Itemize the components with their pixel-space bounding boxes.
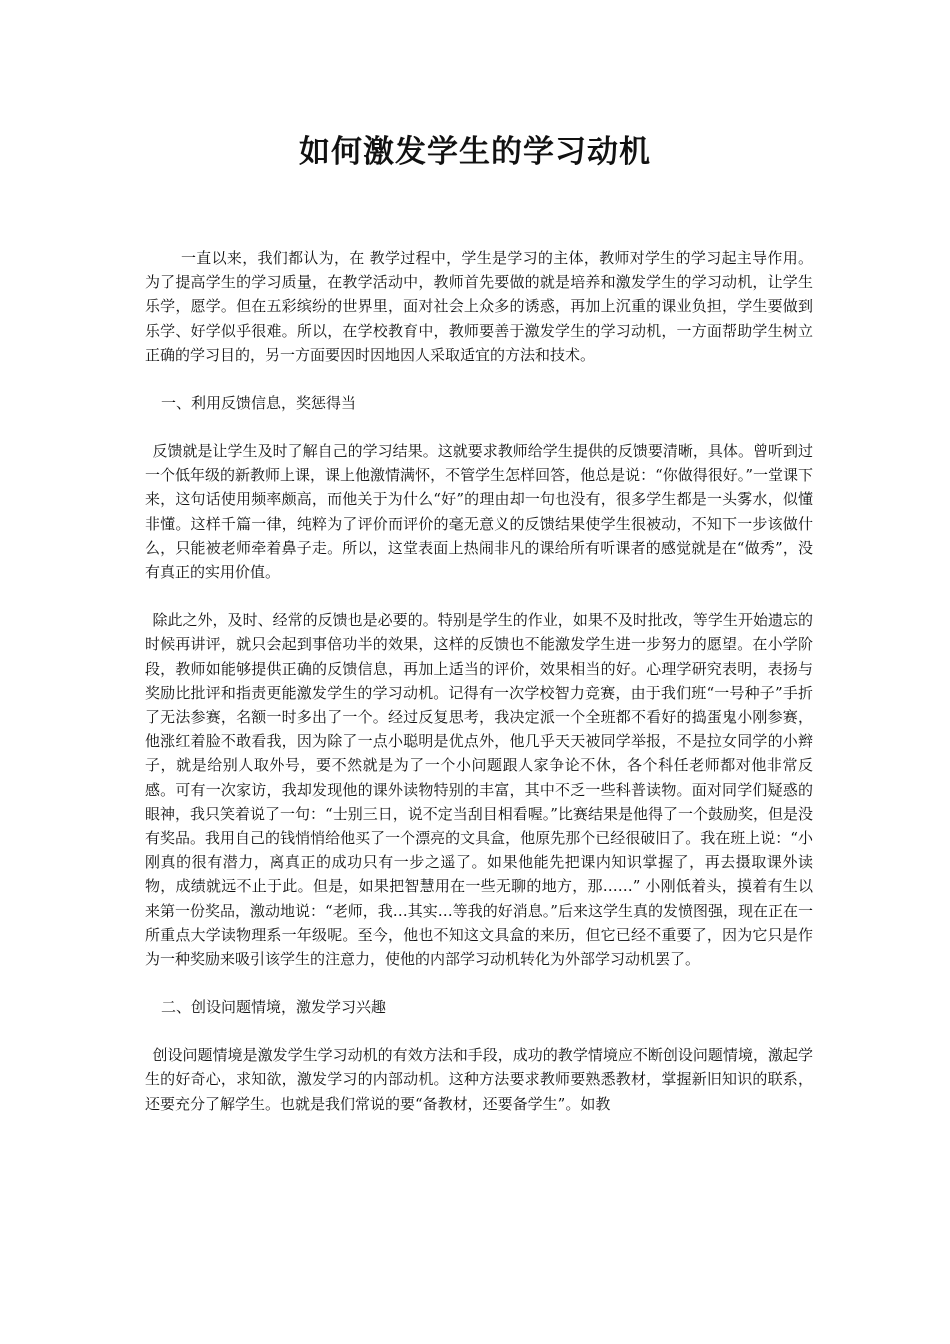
spacer [145, 584, 813, 608]
section-1-paragraph-2: 除此之外，及时、经常的反馈也是必要的。特别是学生的作业，如果不及时批改，等学生开始遗忘的时候再讲评，就只会起到事倍功半的效果，这样的反馈也不能激发学生进一步努力的愿望。在小学阶段，教师如能够提供正确的反馈信息，再加上适当的评价，效果相当的好。心理学研究表明，表扬与奖励比批评和指责更能激发学生的学习动机。记得有一次学校智力竞赛，由于我们班“一号种子”手折了无法参赛，名额一时多出了一个。经过反复思考，我决定派一个全班都不看好的捣蛋鬼小刚参赛，他涨红着脸不敢看我，因为除了一点小聪明是优点外，他几乎天天被同学举报，不是拉女同学的小辫子，就是给别人取外号，要不然就是为了一个小问题跟人家争论不休，各个科任老师都对他非常反感。可有一次家访，我却发现他的课外读物特别的丰富，其中不乏一些科普读物。面对同学们疑惑的眼神，我只笑着说了一句：“士别三日，说不定当刮目相看喔。”比赛结果是他得了一个鼓励奖，但是没有奖品。我用自己的钱悄悄给他买了一个漂亮的文具盒，他原先那个已经很破旧了。我在班上说：“小刚真的很有潜力，离真正的成功只有一步之遥了。如果他能先把课内知识掌握了，再去摄取课外读物，成绩就远不止于此。但是，如果把智慧用在一些无聊的地方，那……” 小刚低着头，摸着有生以来第一份奖品，激动地说：“老师，我…其实…等我的好消息。”后来这学生真的发愤图强，现在正在一所重点大学读物理系一年级呢。至今，他也不知这文具盒的来历，但它已经不重要了，因为它只是作为一种奖励来吸引该学生的注意力，使他的内部学习动机转化为外部学习动机罢了。 [145, 611, 813, 969]
section-1-heading: 一、利用反馈信息，奖惩得当 [161, 394, 357, 413]
spacer [145, 367, 813, 391]
spacer [145, 415, 813, 439]
section-2-paragraph-1: 创设问题情境是激发学生学习动机的有效方法和手段，成功的教学情境应不断创设问题情境，激起学生的好奇心，求知欲，激发学习的内部动机。这种方法要求教师要熟悉教材，掌握新旧知识的联系，还要充分了解学生。也就是我们常说的要“备教材，还要备学生”。如教 [145, 1046, 813, 1113]
section-1-paragraph-1: 反馈就是让学生及时了解自己的学习结果。这就要求教师给学生提供的反馈要清晰，具体。曾听到过一个低年级的新教师上课，课上他激情满怀，不管学生怎样回答，他总是说：“你做得很好。”一堂课下来，这句话使用频率颇高，而他关于为什么“好”的理由却一句也没有，很多学生都是一头雾水，似懂非懂。这样千篇一律，纯粹为了评价而评价的毫无意义的反馈结果使学生很被动，不知下一步该做什么，只能被老师牵着鼻子走。所以，这堂表面上热闹非凡的课给所有听课者的感觉就是在“做秀”，没有真正的实用价值。 [145, 442, 813, 582]
document-title: 如何激发学生的学习动机 [299, 134, 651, 170]
spacer [145, 971, 813, 995]
spacer [145, 1019, 813, 1043]
document-body [145, 246, 813, 1116]
section-2-heading: 二、创设问题情境，激发学习兴趣 [161, 998, 387, 1017]
intro-paragraph: 一直以来，我们都认为，在 教学过程中，学生是学习的主体，教师对学生的学习起主导作用。为了提高学生的学习质量，在教学活动中，教师首先要做的就是培养和激发学生的学习动机，让学生乐学，愿学。但在五彩缤纷的世界里，面对社会上众多的诱惑，再加上沉重的课业负担，学生要做到乐学、好学似乎很难。所以，在学校教育中，教师要善于激发学生的学习动机，一方面帮助学生树立正确的学习目的，另一方面要因时因地因人采取适宜的方法和技术。 [145, 249, 813, 364]
